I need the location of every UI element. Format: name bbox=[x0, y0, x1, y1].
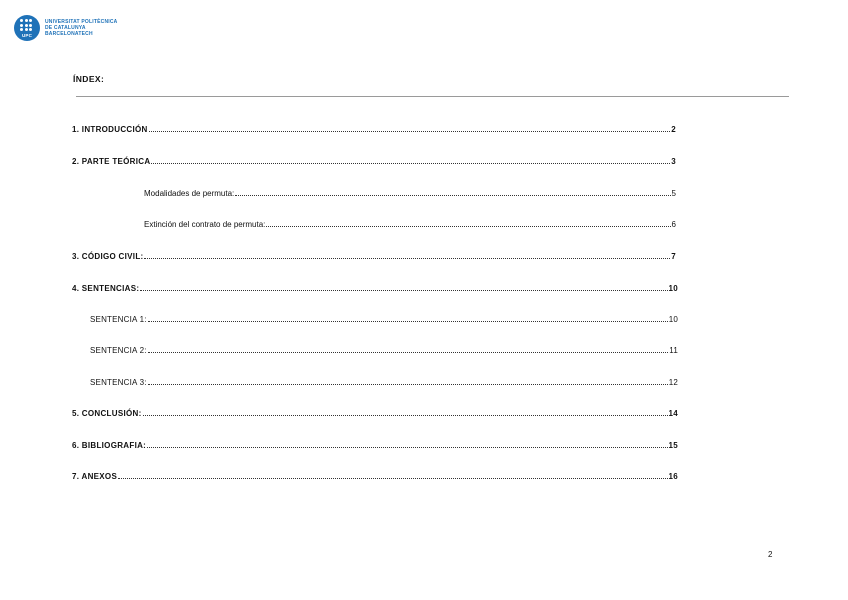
toc-entry-modalidades[interactable] bbox=[144, 189, 676, 198]
toc-entry-introduccion[interactable] bbox=[72, 125, 676, 134]
toc-leader bbox=[140, 286, 667, 291]
toc-entry-page: 2 bbox=[671, 125, 676, 134]
toc-entry-sentencia-1[interactable] bbox=[90, 315, 678, 324]
toc-entry-page: 11 bbox=[669, 346, 678, 355]
toc-entry-page: 10 bbox=[668, 315, 678, 324]
toc-entry-title: SENTENCIA 1: bbox=[90, 315, 147, 324]
toc-entry-page: 14 bbox=[668, 409, 678, 418]
toc-entry-title: SENTENCIA 3: bbox=[90, 378, 147, 387]
toc-leader bbox=[144, 254, 670, 259]
toc-leader bbox=[151, 159, 670, 164]
header-divider bbox=[76, 96, 789, 97]
toc-entry-page: 7 bbox=[671, 252, 676, 261]
logo-mark-text: UPC bbox=[21, 33, 33, 38]
toc-entry-title: Modalidades de permuta: bbox=[144, 189, 235, 198]
toc-entry-anexos[interactable] bbox=[72, 472, 678, 481]
toc-leader bbox=[147, 443, 667, 448]
toc-entry-sentencia-2[interactable] bbox=[90, 346, 678, 355]
toc-leader bbox=[148, 317, 668, 322]
toc-entry-page: 5 bbox=[671, 189, 676, 198]
toc-leader bbox=[148, 348, 669, 353]
toc-leader bbox=[235, 191, 670, 196]
toc-entry-codigo-civil[interactable] bbox=[72, 252, 676, 261]
upc-logo-icon bbox=[14, 15, 40, 41]
logo-text bbox=[45, 19, 117, 37]
toc-leader bbox=[118, 474, 667, 479]
logo-line-1: UNIVERSITAT POLITÈCNICA bbox=[45, 19, 118, 25]
logo-line-2: DE CATALUNYA bbox=[45, 25, 86, 31]
toc-entry-page: 15 bbox=[668, 441, 678, 450]
toc-entry-parte-teorica[interactable] bbox=[72, 157, 676, 166]
toc-entry-page: 16 bbox=[668, 472, 678, 481]
toc-entry-title: 6. BIBLIOGRAFIA: bbox=[72, 441, 147, 450]
toc-leader bbox=[148, 380, 668, 385]
toc-entry-page: 10 bbox=[668, 284, 678, 293]
toc-entry-sentencia-3[interactable] bbox=[90, 378, 678, 387]
index-title: ÍNDEX: bbox=[73, 74, 105, 84]
toc-entry-title: 4. SENTENCIAS: bbox=[72, 284, 140, 293]
page-number: 2 bbox=[768, 550, 773, 559]
toc-leader bbox=[266, 222, 670, 227]
toc-entry-title: 3. CÓDIGO CIVIL: bbox=[72, 252, 144, 261]
toc-leader bbox=[149, 127, 671, 132]
toc-entry-title: SENTENCIA 2: bbox=[90, 346, 147, 355]
toc-entry-conclusion[interactable] bbox=[72, 409, 678, 418]
toc-entry-title: 1. INTRODUCCIÓN bbox=[72, 125, 148, 134]
toc-entry-title: 2. PARTE TEÓRICA bbox=[72, 157, 151, 166]
toc-leader bbox=[143, 411, 668, 416]
toc-entry-sentencias[interactable] bbox=[72, 284, 678, 293]
toc-entry-title: Extinción del contrato de permuta: bbox=[144, 220, 266, 229]
logo-line-3: BARCELONATECH bbox=[45, 31, 93, 37]
toc-entry-page: 12 bbox=[668, 378, 678, 387]
toc-entry-extincion[interactable] bbox=[144, 220, 676, 229]
toc-entry-page: 3 bbox=[671, 157, 676, 166]
toc-entry-title: 5. CONCLUSIÓN: bbox=[72, 409, 142, 418]
toc-entry-bibliografia[interactable] bbox=[72, 441, 678, 450]
toc-entry-title: 7. ANEXOS bbox=[72, 472, 118, 481]
upc-logo bbox=[14, 15, 117, 41]
toc-entry-page: 6 bbox=[671, 220, 676, 229]
